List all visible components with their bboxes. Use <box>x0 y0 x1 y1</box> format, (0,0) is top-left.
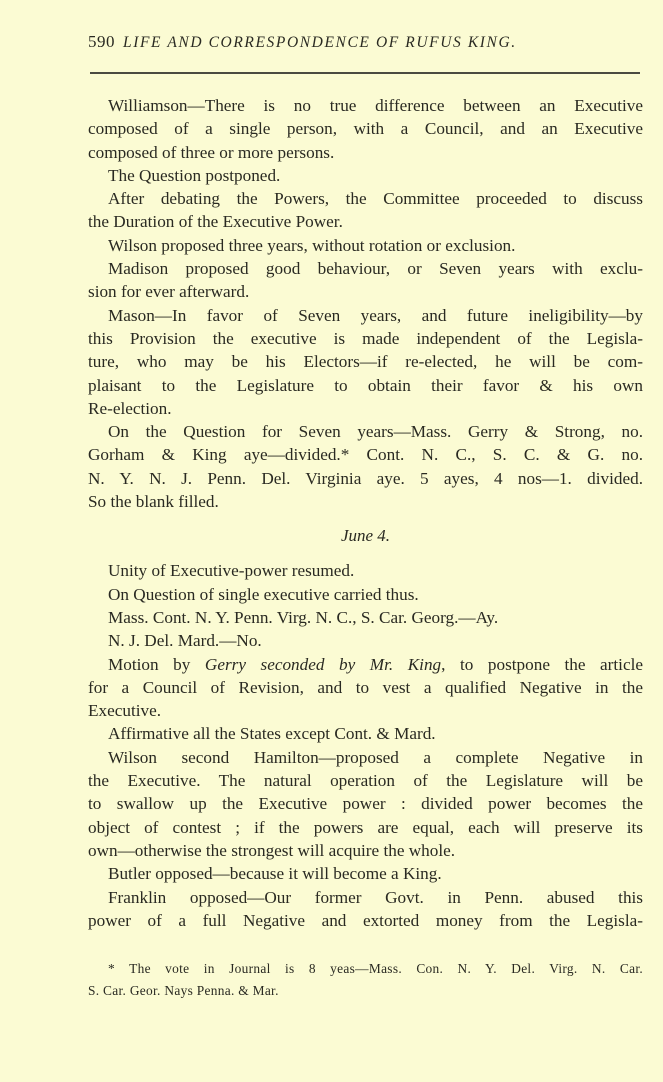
page-number: 590 <box>88 32 115 51</box>
text-line: Franklin opposed—Our former Govt. in Penn. abused this <box>108 887 643 907</box>
footnote-line: * The vote in Journal is 8 yeas—Mass. Con. N. Y. Del. Virg. N. Car. <box>108 961 643 976</box>
paragraph <box>88 653 643 723</box>
text-line: Mason—In favor of Seven years, and future ineligibility—by <box>108 305 643 325</box>
text-line: object of contest ; if the powers are equal, each will preserve its <box>88 817 643 837</box>
running-header <box>88 32 644 52</box>
text-line: Madison proposed good behaviour, or Seven years with exclu- <box>108 259 643 279</box>
text-line: this Provision the executive is made independent of the Legisla- <box>88 328 643 348</box>
text-line: Gorham & King aye—divided.* Cont. N. C., S. C. & G. no. <box>88 445 643 465</box>
body-text <box>88 94 643 932</box>
text-section-1 <box>88 94 643 513</box>
text-line: Affirmative all the States except Cont. & Mard. <box>108 724 436 744</box>
text-line: Wilson proposed three years, without rotation or exclusion. <box>108 235 516 255</box>
text-line: N. J. Del. Mard.—No. <box>108 631 262 651</box>
text-line <box>88 653 643 676</box>
text-line: sion for ever afterward. <box>88 282 250 302</box>
text-line: the Executive. The natural operation of the Legislature will be <box>88 771 643 791</box>
header-rule <box>90 72 640 74</box>
text-line: for a Council of Revision, and to vest a qualified Negative in the <box>88 677 643 697</box>
paragraph <box>88 862 643 885</box>
text-line: own—otherwise the strongest will acquire the whole. <box>88 840 456 860</box>
paragraph <box>88 187 643 234</box>
text-line: On the Question for Seven years—Mass. Gerry & Strong, no. <box>108 422 643 442</box>
paragraph <box>88 886 643 933</box>
text-line: composed of three or more persons. <box>88 142 335 162</box>
paragraph <box>88 559 643 582</box>
text-line: The Question postponed. <box>108 165 281 185</box>
footnote <box>88 958 643 1002</box>
paragraph <box>88 629 643 652</box>
text-line: On Question of single executive carried thus. <box>108 584 419 604</box>
text-line: plaisant to the Legislature to obtain their favor & his own <box>88 375 643 395</box>
paragraph <box>88 164 643 187</box>
running-title: LIFE AND CORRESPONDENCE OF RUFUS KING. <box>123 34 517 51</box>
text-line: Butler opposed—because it will become a King. <box>108 864 442 884</box>
text-line: Re-election. <box>88 398 172 418</box>
text-line: After debating the Powers, the Committee proceeded to discuss <box>108 189 643 209</box>
text-line: Williamson—There is no true difference between an Executive <box>108 96 643 115</box>
text-line: the Duration of the Executive Power. <box>88 212 343 232</box>
paragraph <box>88 606 643 629</box>
italic-text: Gerry seconded by Mr. King <box>204 654 442 674</box>
footnote-line: S. Car. Geor. Nays Penna. & Mar. <box>88 983 279 998</box>
paragraph <box>88 746 643 862</box>
paragraph <box>88 420 643 513</box>
paragraph <box>88 94 643 164</box>
text-line: Wilson second Hamilton—proposed a complete Negative in <box>108 747 643 767</box>
text-line: to swallow up the Executive power : divided power becomes the <box>88 794 643 814</box>
text-line: Mass. Cont. N. Y. Penn. Virg. N. C., S. Car. Georg.—Ay. <box>108 607 499 627</box>
text-line: ture, who may be his Electors—if re-elected, he will be com- <box>88 352 643 372</box>
paragraph <box>88 304 643 420</box>
text-span: Motion by <box>108 654 205 674</box>
text-section-2 <box>88 559 643 932</box>
text-line: Unity of Executive-power resumed. <box>108 561 355 581</box>
date-heading: June 4. <box>340 526 391 546</box>
text-span: , to postpone the article <box>441 654 643 674</box>
paragraph <box>88 257 643 304</box>
text-line: Executive. <box>88 701 162 721</box>
text-line: composed of a single person, with a Council, and an Executive <box>88 119 643 139</box>
text-line: power of a full Negative and extorted money from the Legisla- <box>88 910 643 930</box>
text-line: N. Y. N. J. Penn. Del. Virginia aye. 5 ayes, 4 nos—1. divided. <box>88 468 643 488</box>
paragraph <box>88 722 643 745</box>
paragraph <box>88 583 643 606</box>
text-line: So the blank filled. <box>88 492 219 512</box>
paragraph <box>88 234 643 257</box>
